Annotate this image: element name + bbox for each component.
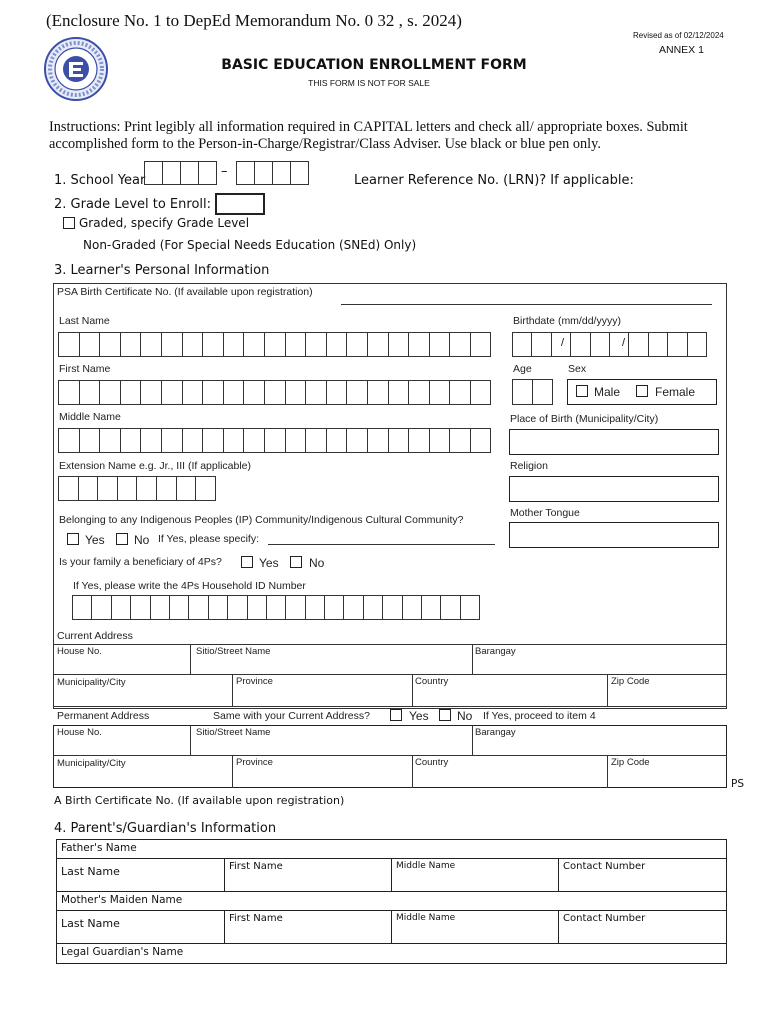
input-cell[interactable] [346,380,368,405]
fourps-question: Is your family a beneficiary of 4Ps? [59,556,222,568]
input-cell[interactable] [346,332,368,357]
birthdate-boxes[interactable] [512,332,706,357]
birthdate-slash: / [561,337,565,349]
input-cell[interactable] [408,380,430,405]
input-cell[interactable] [202,428,224,453]
input-cell[interactable] [99,380,121,405]
input-cell[interactable] [429,428,451,453]
graded-checkbox[interactable] [63,217,75,229]
input-cell[interactable] [91,595,111,620]
input-cell[interactable] [687,332,707,357]
input-cell[interactable] [99,332,121,357]
input-cell[interactable] [346,428,368,453]
input-cell[interactable] [324,595,344,620]
input-cell[interactable] [195,476,216,501]
fourps-no-label: No [309,556,325,570]
permanent-municipality-label: Municipality/City [57,758,126,769]
current-municipality-label: Municipality/City [57,677,126,688]
input-cell[interactable] [161,380,183,405]
input-cell[interactable] [305,595,325,620]
input-cell[interactable] [117,476,138,501]
input-cell[interactable] [58,380,80,405]
input-cell[interactable] [182,332,204,357]
revision-date: Revised as of 02/12/2024 [633,31,724,40]
divider [53,755,727,756]
divider [53,706,727,707]
religion-field[interactable] [509,476,719,502]
input-cell[interactable] [470,332,492,357]
permanent-address-label: Permanent Address [57,710,150,722]
divider [607,674,608,706]
input-cell[interactable] [156,476,177,501]
input-cell[interactable] [421,595,441,620]
father-first-name-cell[interactable]: First Name [225,859,392,892]
input-cell[interactable] [99,428,121,453]
grade-level-label: 2. Grade Level to Enroll: [54,197,212,212]
father-middle-name-cell[interactable]: Middle Name [392,859,559,892]
ps-fragment: PS [731,778,744,790]
first-name-boxes[interactable] [58,380,490,405]
input-cell[interactable] [79,380,101,405]
input-cell[interactable] [97,476,118,501]
father-contact-cell[interactable]: Contact Number [559,859,727,892]
form-subtitle: THIS FORM IS NOT FOR SALE [308,78,430,88]
input-cell[interactable] [382,595,402,620]
input-cell[interactable] [609,332,629,357]
input-cell[interactable] [120,428,142,453]
input-cell[interactable] [570,332,590,357]
input-cell[interactable] [590,332,610,357]
input-cell[interactable] [449,428,471,453]
place-of-birth-label: Place of Birth (Municipality/City) [510,413,659,425]
ip-no-label: No [134,533,150,547]
fourps-no-checkbox[interactable] [290,556,302,568]
input-cell[interactable] [78,476,99,501]
input-cell[interactable] [367,428,389,453]
input-cell[interactable] [285,428,307,453]
divider [232,755,233,788]
input-cell[interactable] [243,332,265,357]
mother-name-label: Mother's Maiden Name [57,892,727,911]
ip-question: Belonging to any Indigenous Peoples (IP) Community/Indigenous Cultural Community? [59,514,464,526]
input-cell[interactable] [202,332,224,357]
birth-cert-fragment: A Birth Certificate No. (If available upon registration) [54,794,345,807]
current-province-label: Province [236,676,273,687]
school-year-end-boxes[interactable] [236,161,308,185]
ip-yes-label: Yes [85,533,105,547]
current-address-label: Current Address [57,630,133,642]
male-checkbox[interactable] [576,385,588,397]
input-cell[interactable] [305,428,327,453]
input-cell[interactable] [408,428,430,453]
input-cell[interactable] [120,332,142,357]
middle-name-boxes[interactable] [58,428,490,453]
input-cell[interactable] [449,332,471,357]
school-year-start-boxes[interactable] [144,161,216,185]
input-cell[interactable] [58,332,80,357]
input-cell[interactable] [208,595,228,620]
input-cell[interactable] [264,380,286,405]
input-cell[interactable] [667,332,687,357]
input-cell[interactable] [182,380,204,405]
input-cell[interactable] [79,332,101,357]
input-cell[interactable] [266,595,286,620]
mother-last-name-cell[interactable]: Last Name [57,911,225,944]
divider [53,674,727,675]
current-barangay-label: Barangay [475,646,516,657]
input-cell[interactable] [367,332,389,357]
input-cell[interactable] [388,332,410,357]
input-cell[interactable] [227,595,247,620]
input-cell[interactable] [326,380,348,405]
permanent-barangay-label: Barangay [475,727,516,738]
male-label: Male [594,385,621,399]
last-name-label: Last Name [59,315,110,327]
input-cell[interactable] [408,332,430,357]
permanent-house-no-label: House No. [57,727,102,738]
fourps-id-boxes[interactable] [72,595,479,620]
same-no-label: No [457,709,473,723]
input-cell[interactable] [72,595,92,620]
nongraded-label: Non-Graded (For Special Needs Education (SNEd) Only) [83,238,417,252]
input-cell[interactable] [136,476,157,501]
extension-name-label: Extension Name e.g. Jr., III (If applicable) [59,460,252,472]
mother-first-name-cell[interactable]: First Name [225,911,392,944]
input-cell[interactable] [264,332,286,357]
current-zip-label: Zip Code [611,676,650,687]
same-address-question: Same with your Current Address? [213,710,370,722]
fourps-yes-checkbox[interactable] [241,556,253,568]
guardian-name-label: Legal Guardian's Name [57,944,727,964]
input-cell[interactable] [176,476,197,501]
fourps-yes-label: Yes [259,556,279,570]
ip-yes-checkbox[interactable] [67,533,79,545]
input-cell[interactable] [388,380,410,405]
first-name-label: First Name [59,363,111,375]
input-cell[interactable] [247,595,267,620]
input-cell[interactable] [120,380,142,405]
input-cell[interactable] [470,428,492,453]
proceed-note: If Yes, proceed to item 4 [483,710,596,722]
mother-tongue-field[interactable] [509,522,719,548]
current-street-label: Sitio/Street Name [196,646,271,657]
psa-line[interactable] [341,304,712,305]
divider [412,674,413,706]
divider [53,644,727,645]
place-of-birth-field[interactable] [509,429,719,455]
input-cell[interactable] [363,595,383,620]
input-cell[interactable] [285,380,307,405]
ip-specify-label: If Yes, please specify: [158,533,259,545]
input-cell[interactable] [58,476,79,501]
middle-name-label: Middle Name [59,411,121,423]
input-cell[interactable] [285,332,307,357]
section3-heading: 3. Learner's Personal Information [54,263,270,278]
input-cell[interactable] [243,380,265,405]
divider [190,644,191,674]
input-cell[interactable] [470,380,492,405]
input-cell[interactable] [182,428,204,453]
input-cell[interactable] [449,380,471,405]
fourps-id-label: If Yes, please write the 4Ps Household ID Number [73,580,306,592]
parent-guardian-table [56,839,727,964]
psa-label: PSA Birth Certificate No. (If available upon registration) [57,286,313,298]
input-cell[interactable] [161,332,183,357]
permanent-province-label: Province [236,757,273,768]
permanent-street-label: Sitio/Street Name [196,727,271,738]
input-cell[interactable] [402,595,422,620]
input-cell[interactable] [388,428,410,453]
input-cell[interactable] [305,380,327,405]
ip-specify-line[interactable] [268,544,495,545]
input-cell[interactable] [429,332,451,357]
input-cell[interactable] [202,380,224,405]
mother-tongue-label: Mother Tongue [510,507,580,519]
mother-middle-name-cell[interactable]: Middle Name [392,911,559,944]
enclosure-note: (Enclosure No. 1 to DepEd Memorandum No. 0 32 , s. 2024) [46,11,462,30]
sex-label: Sex [568,363,587,375]
input-cell[interactable] [223,380,245,405]
input-cell[interactable] [79,428,101,453]
birthdate-label: Birthdate (mm/dd/yyyy) [513,315,621,327]
section4-heading: 4. Parent's/Guardian's Information [54,821,277,836]
input-cell[interactable] [429,380,451,405]
same-no-checkbox[interactable] [439,709,451,721]
extension-name-boxes[interactable] [58,476,215,501]
mother-contact-cell[interactable]: Contact Number [559,911,727,944]
input-cell[interactable] [243,428,265,453]
form-title: BASIC EDUCATION ENROLLMENT FORM [221,57,527,73]
input-cell[interactable] [169,595,189,620]
ip-no-checkbox[interactable] [116,533,128,545]
input-cell[interactable] [512,332,532,357]
input-cell[interactable] [326,332,348,357]
divider [607,755,608,788]
input-cell[interactable] [140,428,162,453]
input-cell[interactable] [223,332,245,357]
input-cell[interactable] [150,595,170,620]
input-cell[interactable] [460,595,480,620]
input-cell[interactable] [305,332,327,357]
input-cell[interactable] [223,428,245,453]
school-year-label: 1. School Year [54,173,146,188]
divider [472,644,473,674]
female-checkbox[interactable] [636,385,648,397]
graded-label: Graded, specify Grade Level [79,216,250,230]
input-cell[interactable] [188,595,208,620]
school-year-dash: – [221,164,228,179]
annex-label: ANNEX 1 [659,44,704,56]
age-boxes[interactable] [512,379,552,405]
input-cell[interactable] [140,332,162,357]
same-yes-label: Yes [409,709,429,723]
input-cell[interactable] [648,332,668,357]
input-cell[interactable] [111,595,131,620]
divider [472,725,473,755]
current-country-label: Country [415,676,449,687]
input-cell[interactable] [628,332,648,357]
input-cell[interactable] [264,428,286,453]
divider [232,674,233,706]
input-cell[interactable] [140,380,162,405]
last-name-boxes[interactable] [58,332,490,357]
input-cell[interactable] [343,595,363,620]
female-label: Female [655,385,696,399]
divider [412,755,413,788]
input-cell[interactable] [440,595,460,620]
input-cell[interactable] [531,332,551,357]
permanent-country-label: Country [415,757,449,768]
input-cell[interactable] [326,428,348,453]
input-cell[interactable] [58,428,80,453]
permanent-zip-label: Zip Code [611,757,650,768]
lrn-label: Learner Reference No. (LRN)? If applicable: [354,173,634,188]
divider [190,725,191,755]
instructions: Instructions: Print legibly all information required in CAPITAL letters and check all/ appropriate boxes. Submit accomplished form to the Person-in-Charge/Registrar/Class Adviser. Use black or blue pen only. [49,119,688,152]
grade-level-box[interactable] [215,193,265,215]
birthdate-slash: / [622,337,626,349]
same-yes-checkbox[interactable] [390,709,402,721]
father-last-name-cell[interactable]: Last Name [57,859,225,892]
current-house-no-label: House No. [57,646,102,657]
father-name-label: Father's Name [57,840,727,859]
input-cell[interactable] [285,595,305,620]
input-cell[interactable] [130,595,150,620]
input-cell[interactable] [367,380,389,405]
age-label: Age [513,363,532,375]
religion-label: Religion [510,460,548,472]
input-cell[interactable] [161,428,183,453]
